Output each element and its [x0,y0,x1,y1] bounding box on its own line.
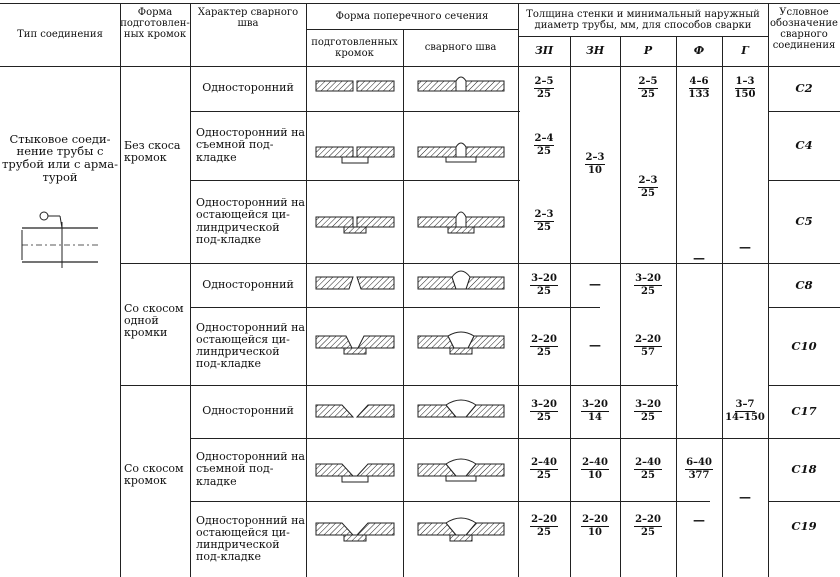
header-thickness: Толщина стенки и минимальный наружный диаметр трубы, мм, для способов сварки [526,8,760,31]
cross-section-drawings [306,66,518,577]
zp-row-2: $\frac{2-4}{25}$ [534,133,554,157]
method-g: Г [741,43,749,57]
r-row-6: $\frac{3-20}{25}$ [635,399,661,423]
prepared-edges-row-5 [316,336,394,354]
method-zn: ЗН [585,43,605,57]
prepared-edges-row-8 [316,523,394,541]
character-row-6: Односторонний [202,404,294,418]
weld-row-2 [418,143,504,162]
header-cs-weld: сварного шва [424,42,497,53]
zp-row-3: $\frac{2-3}{25}$ [534,209,554,233]
weld-row-5 [418,332,504,354]
header-cross-section: Форма поперечного сечения [335,10,489,22]
character-row-3: Односторонний на остающейся ци-линдрической под-кладке [196,196,305,246]
zp-row-6: $\frac{3-20}{25}$ [531,399,557,423]
code-row-3: С5 [795,214,813,229]
zn-row-6: $\frac{3-20}{14}$ [582,399,608,423]
code-row-7: С18 [791,462,817,477]
weld-row-7 [418,459,504,481]
weld-row-6 [418,400,504,417]
method-f: Ф [693,43,705,57]
g-rows-7-8: — [739,490,751,505]
code-row-4: С8 [795,277,813,292]
zn-rows-1-3: $\frac{2-3}{10}$ [585,152,605,176]
method-r: Р [643,43,653,57]
zp-row-4: $\frac{3-20}{25}$ [531,272,557,297]
zn-row-8: $\frac{2-20}{10}$ [582,513,608,538]
zp-row-8: $\frac{2-20}{25}$ [531,513,557,538]
r-row-4: $\frac{3-20}{25}$ [635,272,661,297]
zp-row-5: $\frac{2-20}{25}$ [531,333,557,358]
f-row-7: $\frac{6-40}{377}$ [686,457,712,481]
header-weld-character: Характер сварного шва [197,7,299,29]
edge-form-2: Со скосом одной кромки [124,302,184,340]
header-edge-form: Форма подготовлен-ных кромок [120,7,190,40]
prepared-edges-row-2 [316,147,394,163]
character-row-8: Односторонний на остающейся ци-линдрической под-кладке [196,513,305,564]
r-row-1: $\frac{2-5}{25}$ [638,76,658,100]
weld-row-3 [418,212,504,233]
joint-type-text: Стыковое соеди-нение трубы с трубой или с арма-турой [2,131,118,184]
f-row-1: $\frac{4-6}{133}$ [688,76,710,100]
g-row-1: $\frac{1-3}{150}$ [734,76,756,100]
r-row-8: $\frac{2-20}{25}$ [635,513,661,538]
method-zp: ЗП [534,43,554,57]
header-joint-type: Тип соединения [17,29,103,40]
r-row-7: $\frac{2-40}{25}$ [635,457,661,481]
prepared-edges-row-4 [316,277,394,289]
edge-form-1: Без скоса кромок [124,139,181,165]
code-row-6: С17 [791,404,817,419]
zn-row-7: $\frac{2-40}{10}$ [582,457,608,481]
character-row-5: Односторонний на остающейся ци-линдрической под-кладке [196,320,305,371]
prepared-edges-row-3 [316,217,394,233]
r-rows-2-3: $\frac{2-3}{25}$ [638,174,658,199]
prepared-edges-row-7 [316,464,394,482]
r-row-5: $\frac{2-20}{57}$ [635,333,661,358]
zn-row-4: — [589,277,601,292]
zn-row-5: — [589,338,601,353]
header-designation: Условное обозначение сварного соединения [770,7,838,51]
pipe-joint-diagram [20,210,100,272]
weld-row-4 [418,271,504,289]
character-row-1: Односторонний [202,81,294,95]
character-row-7: Односторонний на съемной под-кладке [196,450,305,488]
prepared-edges-row-1 [316,81,394,91]
g-row-6: $\frac{3-7}{14-150}$ [725,399,765,423]
f-rows-2-6: — [693,251,705,266]
character-row-4: Односторонний [202,277,294,291]
weld-row-8 [418,518,504,541]
prepared-edges-row-6 [316,405,394,417]
g-rows-2-5: — [739,240,751,255]
weld-row-1 [418,77,504,91]
f-row-8: — [693,513,705,528]
edge-form-3: Со скосом кромок [124,462,184,488]
zp-row-7: $\frac{2-40}{25}$ [531,457,557,481]
code-row-8: С19 [791,518,817,533]
header-cs-prepared: подготовленных кромок [311,36,398,59]
zp-row-1: $\frac{2-5}{25}$ [534,76,554,100]
code-row-2: С4 [795,138,813,153]
code-row-1: С2 [795,81,813,96]
character-row-2: Односторонний на съемной под-кладке [196,126,305,164]
code-row-5: С10 [791,338,817,353]
